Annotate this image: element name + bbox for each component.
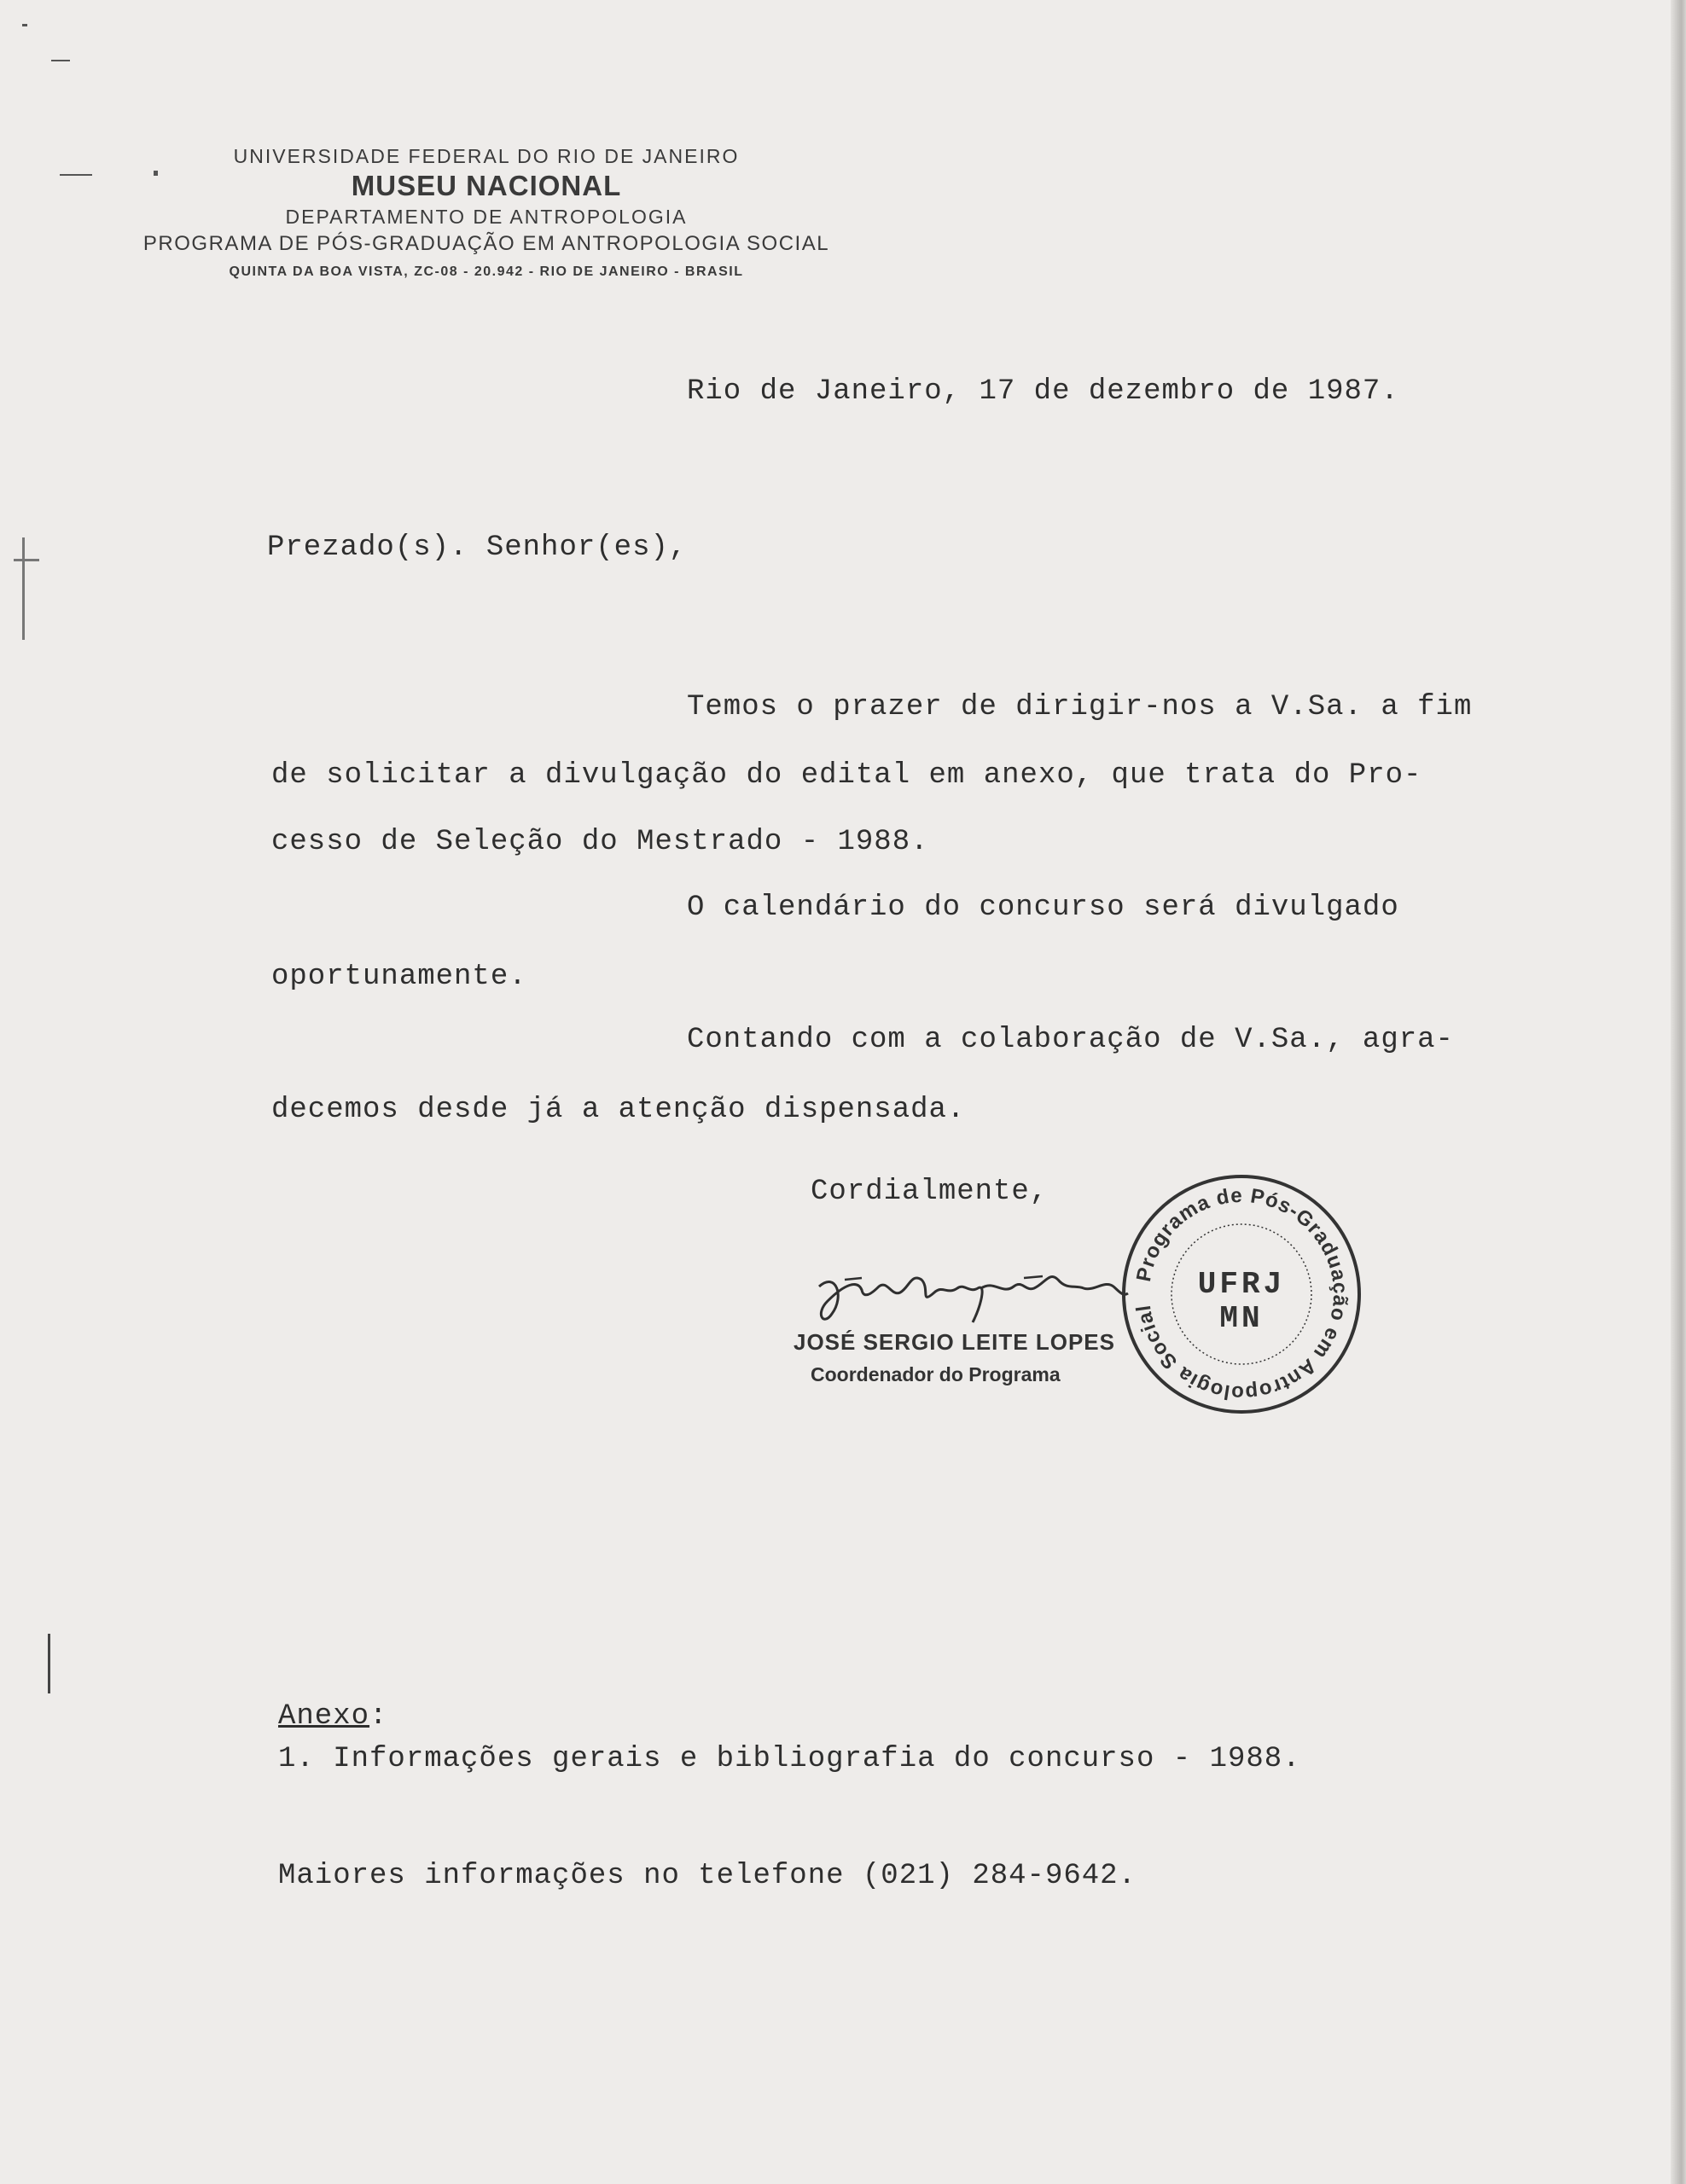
letter-closing: Cordialmente, [811, 1176, 1049, 1208]
annex-item: 1. Informações gerais e bibliografia do concurso - 1988. [278, 1743, 1301, 1775]
scan-mark [22, 24, 27, 26]
paragraph3-line: Contando com a colaboração de V.Sa., agra- [687, 1024, 1454, 1056]
letterhead-address: QUINTA DA BOA VISTA, ZC-08 - 20.942 - RIO DE JANEIRO - BRASIL [229, 264, 744, 279]
signatory-name: JOSÉ SERGIO LEITE LOPES [794, 1329, 1115, 1355]
paper-edge-shadow [1671, 0, 1686, 2184]
letterhead-university: UNIVERSIDADE FEDERAL DO RIO DE JANEIRO [233, 145, 740, 167]
stamp-center-line2: MN [1219, 1301, 1264, 1336]
contact-phone: Maiores informações no telefone (021) 284-9642. [278, 1860, 1137, 1892]
stamp-ring-text: Programa de Pós-Graduação em Antropologia Social [1131, 1183, 1352, 1405]
paragraph2-line: oportunamente. [271, 961, 527, 993]
paragraph3-line: decemos desde já a atenção dispensada. [271, 1094, 966, 1126]
letterhead-museum: MUSEU NACIONAL [351, 170, 622, 201]
binder-mark [48, 1634, 50, 1693]
letterhead-program: PROGRAMA DE PÓS-GRADUAÇÃO EM ANTROPOLOGIA SOCIAL [142, 232, 830, 255]
program-stamp [1118, 1170, 1365, 1418]
stamp-center-line1: UFRJ [1197, 1267, 1286, 1302]
letterhead-department: DEPARTAMENTO DE ANTROPOLOGIA [285, 206, 688, 228]
letter-salutation: Prezado(s). Senhor(es), [267, 531, 688, 564]
annex-label: Anexo [278, 1700, 370, 1733]
letter-date: Rio de Janeiro, 17 de dezembro de 1987. [687, 375, 1399, 408]
handwritten-signature [811, 1254, 1152, 1331]
signatory-role: Coordenador do Programa [811, 1363, 1061, 1385]
paragraph1-line: cesso de Seleção do Mestrado - 1988. [271, 826, 929, 858]
binder-mark [14, 559, 39, 561]
paragraph1-line: de solicitar a divulgação do edital em anexo, que trata do Pro- [271, 759, 1422, 792]
annex-heading [278, 1700, 387, 1733]
scan-mark [51, 60, 70, 61]
annex-colon: : [369, 1700, 388, 1733]
binder-mark [22, 537, 25, 640]
letterhead [85, 145, 887, 280]
paragraph2-line: O calendário do concurso será divulgado [687, 892, 1399, 924]
paragraph1-line: Temos o prazer de dirigir-nos a V.Sa. a fim [687, 691, 1473, 723]
